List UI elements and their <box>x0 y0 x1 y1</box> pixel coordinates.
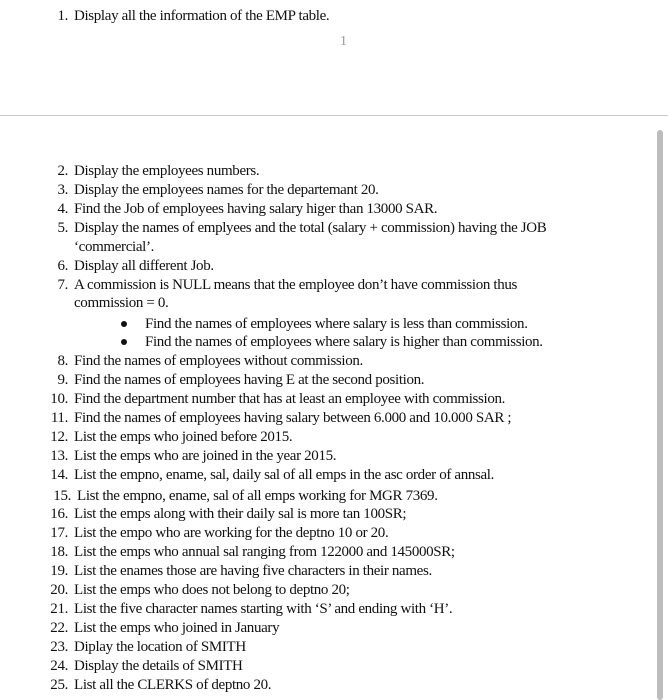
sub-list-item <box>145 333 543 352</box>
item-number: 5. <box>57 220 68 236</box>
item-text: List the five character names starting with ‘S’ and ending with ‘H’. <box>74 601 453 617</box>
item-number: 20. <box>50 582 68 598</box>
item-text-continuation: ‘commercial’. <box>74 239 154 255</box>
item-text: List the emps who joined before 2015. <box>74 429 293 445</box>
item-number: 21. <box>50 601 68 617</box>
item-text: Display all different Job. <box>74 258 214 274</box>
item-text: Display the names of emplyees and the total (salary + commission) having the JOB <box>74 220 547 236</box>
list-item <box>53 487 438 506</box>
item-text: List the empo who are working for the deptno 10 or 20. <box>74 525 389 541</box>
list-item-continuation <box>74 294 168 313</box>
item-number: 3. <box>57 182 68 198</box>
list-item <box>50 409 512 428</box>
list-item <box>57 257 214 276</box>
item-text: List the emps along with their daily sal is more tan 100SR; <box>74 506 407 522</box>
scrollbar[interactable] <box>657 130 663 700</box>
item-number: 6. <box>57 258 68 274</box>
list-item <box>57 276 518 295</box>
item-number: 16. <box>50 506 68 522</box>
sub-list-item <box>145 315 528 334</box>
item-number: 13. <box>50 448 68 464</box>
item-number: 19. <box>50 563 68 579</box>
item-text: List the enames those are having five characters in their names. <box>74 563 432 579</box>
item-text: List the emps who are joined in the year 2015. <box>74 448 337 464</box>
item-text: List the empno, ename, sal, daily sal of all emps in the asc order of annsal. <box>74 467 495 483</box>
item-text: Diplay the location of SMITH <box>74 639 246 655</box>
item-text: A commission is NULL means that the employee don’t have commission thus <box>74 277 518 293</box>
list-item <box>50 581 350 600</box>
list-item <box>50 543 455 562</box>
item-text: List the empno, ename, sal of all emps working for MGR 7369. <box>77 488 438 504</box>
list-item <box>57 371 425 390</box>
item-number: 18. <box>50 544 68 560</box>
list-item <box>57 219 547 238</box>
item-text: List the emps who annual sal ranging from 122000 and 145000SR; <box>74 544 455 560</box>
item-number: 1. <box>57 8 68 24</box>
list-item <box>50 562 432 581</box>
page-top <box>0 0 668 116</box>
item-text: List the emps who does not belong to deptno 20; <box>74 582 350 598</box>
list-item <box>50 428 293 447</box>
item-text: Display the details of SMITH <box>74 658 243 674</box>
list-item <box>50 524 389 543</box>
item-number: 25. <box>50 677 68 693</box>
item-text: Find the names of employees without commission. <box>74 353 363 369</box>
list-item <box>50 390 506 409</box>
list-item <box>50 657 243 676</box>
item-number: 9. <box>57 372 68 388</box>
page-number: 1 <box>340 34 347 49</box>
item-text: Find the Job of employees having salary higer than 13000 SAR. <box>74 201 438 217</box>
item-text: Find the department number that has at least an employee with commission. <box>74 391 506 407</box>
list-item-continuation <box>74 238 154 257</box>
list-item <box>50 466 495 485</box>
item-text: List the emps who joined in January <box>74 620 280 636</box>
sub-item-text: Find the names of employees where salary is less than commission. <box>145 316 528 332</box>
list-item <box>50 447 337 466</box>
bullet-icon <box>121 321 127 327</box>
item-number: 4. <box>57 201 68 217</box>
list-item <box>50 600 453 619</box>
item-number: 22. <box>50 620 68 636</box>
item-number: 15. <box>53 488 71 504</box>
item-number: 23. <box>50 639 68 655</box>
item-text: Find the names of employees having E at the second position. <box>74 372 425 388</box>
list-item <box>57 162 260 181</box>
item-text: Find the names of employees having salary between 6.000 and 10.000 SAR ; <box>74 410 512 426</box>
item-number: 11. <box>50 410 68 426</box>
list-item <box>57 352 363 371</box>
item-text: Display all the information of the EMP table. <box>74 8 330 24</box>
list-item <box>57 181 379 200</box>
bullet-icon <box>121 339 127 345</box>
item-number: 7. <box>57 277 68 293</box>
list-item <box>50 619 280 638</box>
item-number: 24. <box>50 658 68 674</box>
item-text: Display the employees numbers. <box>74 163 260 179</box>
list-item <box>50 638 246 657</box>
list-item <box>50 505 407 524</box>
item-text: Display the employees names for the departemant 20. <box>74 182 379 198</box>
item-text: List all the CLERKS of deptno 20. <box>74 677 272 693</box>
item-number: 14. <box>50 467 68 483</box>
list-item <box>50 676 272 695</box>
item-number: 8. <box>57 353 68 369</box>
item-text-continuation: commission = 0. <box>74 295 169 311</box>
list-item <box>57 200 438 219</box>
list-item <box>57 7 330 26</box>
page-separator <box>0 115 668 116</box>
item-number: 2. <box>57 163 68 179</box>
sub-item-text: Find the names of employees where salary is higher than commission. <box>145 334 543 350</box>
item-number: 17. <box>50 525 68 541</box>
item-number: 12. <box>50 429 68 445</box>
item-number: 10. <box>50 391 68 407</box>
